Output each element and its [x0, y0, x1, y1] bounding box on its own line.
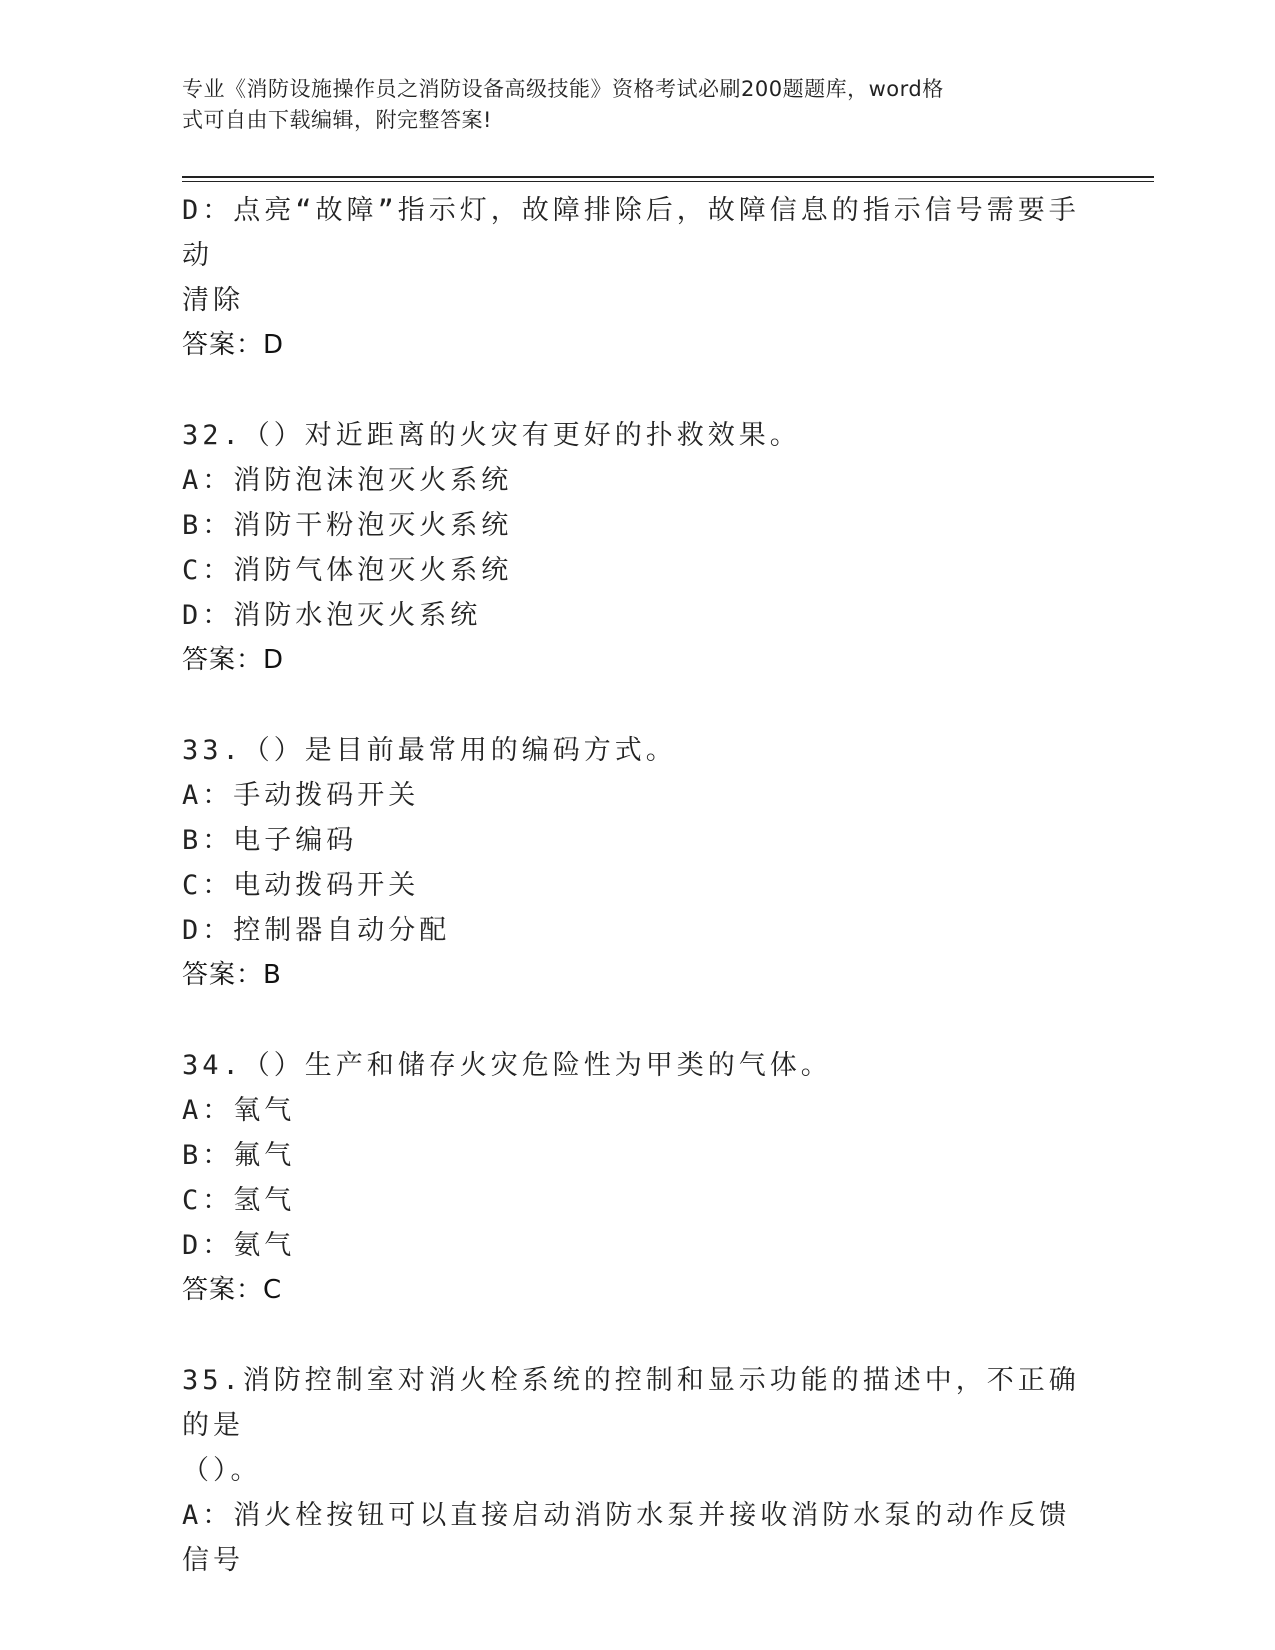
question-35-option-a: A：消火栓按钮可以直接启动消防水泵并接收消防水泵的动作反馈信号 [182, 1500, 1071, 1576]
question-32-stem: 32.（）对近距离的火灾有更好的扑救效果。 [182, 420, 801, 451]
question-33-option-c: C：电动拨码开关 [182, 870, 420, 901]
question-32-option-b: B：消防干粉泡灭火系统 [182, 510, 513, 541]
question-33-option-d: D：控制器自动分配 [182, 915, 451, 946]
header-line-1: 专业《消防设施操作员之消防设备高级技能》资格考试必刷200题题库，word格 [182, 77, 944, 101]
question-32-option-a: A：消防泡沫泡灭火系统 [182, 465, 513, 496]
spacer [182, 368, 1082, 413]
question-32-option-d: D：消防水泡灭火系统 [182, 600, 482, 631]
prev-option-d-line-1: D：点亮“故障”指示灯，故障排除后，故障信息的指示信号需要手动 [182, 195, 1080, 271]
spacer [182, 998, 1082, 1043]
question-35-stem-line-2: （）。 [182, 1455, 262, 1486]
question-33-option-a: A：手动拨码开关 [182, 780, 420, 811]
question-34-option-a: A：氧气 [182, 1095, 296, 1126]
question-33-stem: 33.（）是目前最常用的编码方式。 [182, 735, 677, 766]
page-header [182, 74, 1082, 136]
prev-answer: 答案：D [182, 330, 285, 360]
question-list [182, 188, 1082, 1583]
question-35-stem-line-1: 35.消防控制室对消火栓系统的控制和显示功能的描述中，不正确的是 [182, 1365, 1080, 1441]
question-34-stem: 34.（）生产和储存火灾危险性为甲类的气体。 [182, 1050, 832, 1081]
question-32-option-c: C：消防气体泡灭火系统 [182, 555, 513, 586]
header-line-2: 式可自由下载编辑，附完整答案! [182, 108, 492, 132]
spacer [182, 683, 1082, 728]
header-rule-thin [182, 181, 1154, 182]
question-32-answer: 答案：D [182, 645, 285, 675]
question-33-answer: 答案：B [182, 960, 282, 990]
question-34-option-d: D：氨气 [182, 1230, 296, 1261]
question-33-option-b: B：电子编码 [182, 825, 358, 856]
question-34-option-b: B：氟气 [182, 1140, 296, 1171]
spacer [182, 1313, 1082, 1358]
question-34-answer: 答案：C [182, 1275, 283, 1305]
prev-option-d-line-2: 清除 [182, 285, 244, 316]
question-34-option-c: C：氢气 [182, 1185, 296, 1216]
header-rule-thick [182, 176, 1154, 178]
